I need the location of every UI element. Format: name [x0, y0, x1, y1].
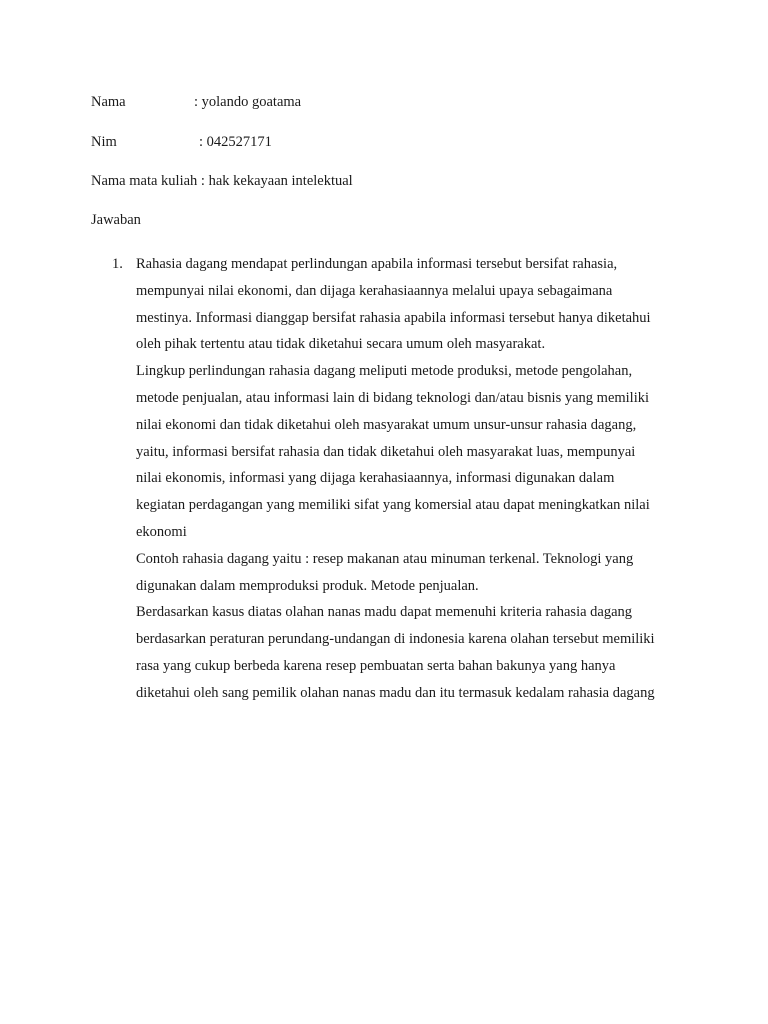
mata-kuliah-value: hak kekayaan intelektual — [204, 173, 353, 189]
answer-number: 1. — [112, 256, 123, 272]
mata-kuliah-field — [91, 171, 353, 191]
answer-paragraph: Rahasia dagang mendapat perlindungan apabila informasi tersebut bersifat rahasia, mempunyai nilai ekonomi, dan dijaga kerahasiaannya melalui upaya sebagaimana mestinya. Informasi dianggap bersifat rahasia apabila informasi tersebut hanya diketahui oleh pihak tertentu atau tidak diketahui secara umum oleh masyarakat. — [136, 256, 651, 353]
answer-paragraph: Contoh rahasia dagang yaitu : resep makanan atau minuman terkenal. Teknologi yang digunakan dalam memproduksi produk. Metode penjualan. — [136, 550, 634, 594]
answer-paragraph: Lingkup perlindungan rahasia dagang meliputi metode produksi, metode pengolahan, metode penjualan, atau informasi lain di bidang teknologi dan/atau bisnis yang memiliki nilai ekonomi dan tidak diketahui oleh masyarakat umum unsur-unsur rahasia dagang, yaitu, informasi bersifat rahasia dan tidak diketahui oleh masyarakat luas, mempunyai nilai ekonomis, informasi yang dijaga kerahasiaannya, informasi digunakan dalam kegiatan perdagangan yang memiliki sifat yang komersial atau dapat meningkatkan nilai ekonomi — [136, 363, 650, 540]
answer-body — [136, 251, 672, 707]
mata-kuliah-label: Nama mata kuliah : — [91, 173, 205, 189]
nim-label: Nim — [91, 134, 117, 150]
nama-value: : yolando goatama — [194, 94, 302, 110]
answer-list — [112, 251, 672, 707]
jawaban-heading: Jawaban — [91, 212, 141, 228]
nim-value: : 042527171 — [199, 134, 272, 150]
answer-paragraph: Berdasarkan kasus diatas olahan nanas madu dapat memenuhi kriteria rahasia dagang berdasarkan peraturan perundang-undangan di indonesia karena olahan tersebut memiliki rasa yang cukup berbeda karena resep pembuatan serta bahan bakunya yang hanya diketahui oleh sang pemilik olahan nanas madu dan itu termasuk kedalam rahasia dagang — [136, 604, 655, 701]
nama-label: Nama — [91, 94, 126, 110]
answer-item — [112, 251, 672, 707]
